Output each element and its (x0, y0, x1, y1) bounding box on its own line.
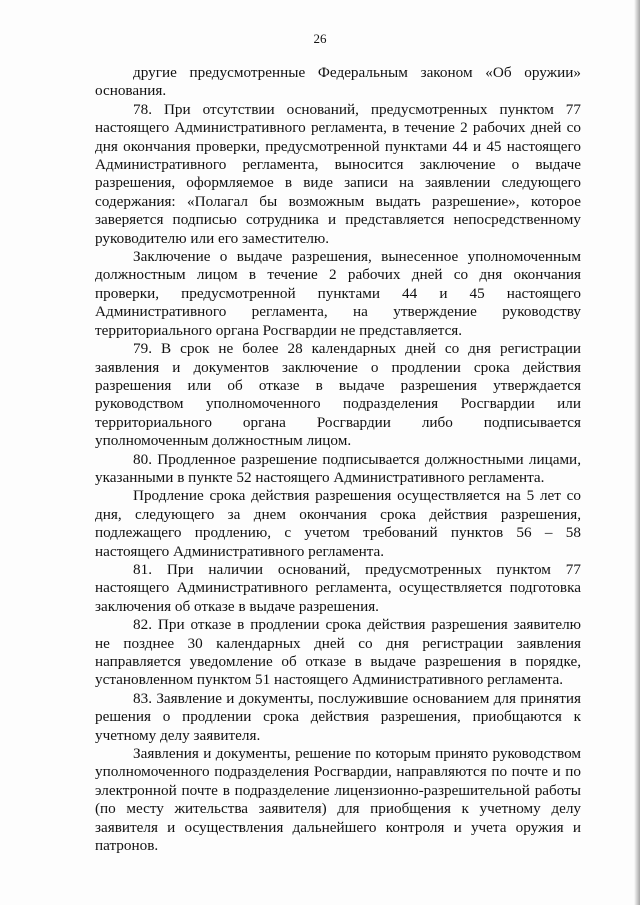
paragraph-83: 83. Заявление и документы, послужившие основанием для принятия решения о продлении срока действия разрешения, приобщаются к учетному делу заявителя. (95, 689, 581, 744)
paragraph-78-conclusion: Заключение о выдаче разрешения, вынесенное уполномоченным должностным лицом в течение 2 рабочих дней со дня окончания проверки, предусмотренной пунктами 44 и 45 настоящего Административного регламента, на утверждение руководству территориального органа Росгвардии не представляется. (95, 248, 581, 339)
paragraph-80-extension: Продление срока действия разрешения осуществляется на 5 лет со дня, следующего за днем окончания срока действия разрешения, подлежащего продлению, с учетом требований пунктов 56 – 58 настоящего Административного регламента. (95, 487, 581, 560)
paragraph-81: 81. При наличии оснований, предусмотренных пунктом 77 настоящего Административного регламента, осуществляется подготовка заключения об отказе в выдаче разрешения. (95, 560, 581, 615)
paragraph-continuation: другие предусмотренные Федеральным законом «Об оружии» основания. (95, 64, 581, 100)
paragraph-80: 80. Продленное разрешение подписывается должностными лицами, указанными в пункте 52 настоящего Административного регламента. (95, 450, 581, 486)
paragraph-82: 82. При отказе в продлении срока действия разрешения заявителю не позднее 30 календарных дней со дня регистрации заявления направляется уведомление об отказе в выдаче разрешения в порядке, установленном пунктом 51 настоящего Административного регламента. (95, 616, 581, 689)
scan-edge-shadow (634, 0, 640, 905)
paragraph-83-documents: Заявления и документы, решение по которым принято руководством уполномоченного подразделения Росгвардии, направляются по почте и по электронной почте в подразделение лицензионно-разрешительной работы (по месту жительства заявителя) для приобщения к учетному делу заявителя и осуществления дальнейшего контроля и учета оружия и патронов. (95, 745, 581, 855)
paragraph-79: 79. В срок не более 28 календарных дней со дня регистрации заявления и документов заключение о продлении срока действия разрешения или об отказе в выдаче разрешения утверждается руководством уполномоченного подразделения Росгвардии или территориального органа Росгвардии либо подписывается уполномоченным должностным лицом. (95, 340, 581, 450)
body-text (95, 64, 581, 855)
page-number: 26 (313, 31, 327, 46)
paragraph-78: 78. При отсутствии оснований, предусмотренных пунктом 77 настоящего Административного регламента, в течение 2 рабочих дней со дня окончания проверки, предусмотренной пунктами 44 и 45 настоящего Административного регламента, выносится заключение о выдаче разрешения, оформляемое в виде записи на заявлении следующего содержания: «Полагал бы возможным выдать разрешение», которое заверяется подписью сотрудника и представляется непосредственному руководителю или его заместителю. (95, 100, 581, 247)
